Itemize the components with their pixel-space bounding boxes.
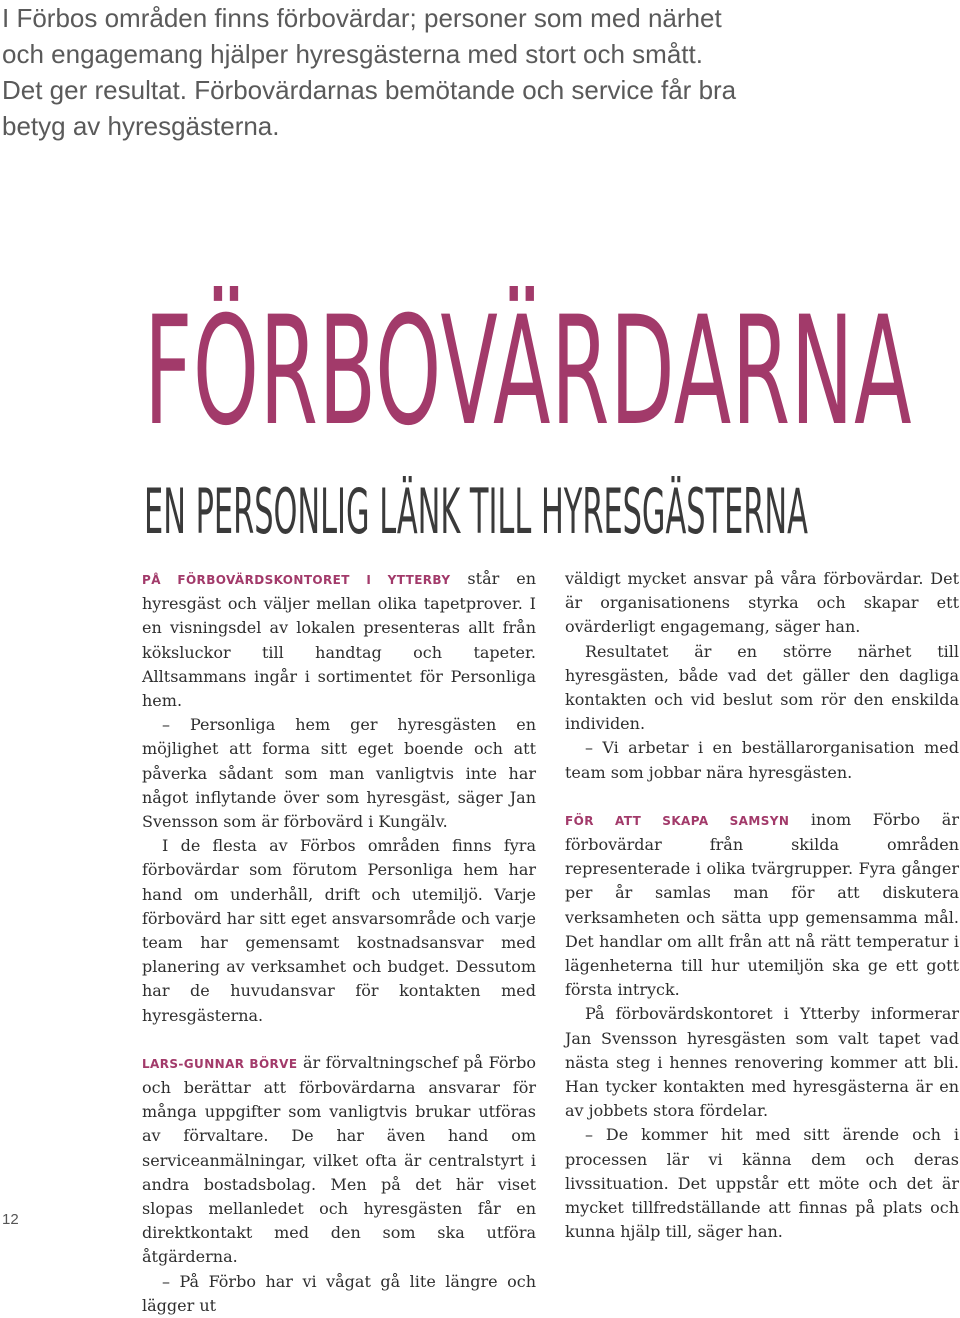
page-number: 12 (2, 1211, 19, 1228)
article-title: FÖRBOVÄRDARNA (144, 285, 913, 459)
article-column-left (142, 567, 536, 1318)
intro-line: Det ger resultat. Förbovärdarnas bemötande och service får bra (2, 75, 737, 105)
paragraph (142, 1051, 536, 1270)
intro-text (2, 0, 942, 144)
intro-line: och engagemang hjälper hyresgästerna med stort och smått. (2, 39, 703, 69)
paragraph (565, 808, 959, 1003)
paragraph-text: står en hyresgäst och väljer mellan olika tapetprover. I en visningsdel av lokalen presenteras allt från köksluckor till handtag och tapeter. Alltsammans ingår i sortimentet för Personliga hem. (142, 569, 537, 711)
section-kicker: LARS-GUNNAR BÖRVE (142, 1056, 298, 1071)
paragraph: – På Förbo har vi vågat gå lite längre och lägger ut (142, 1271, 536, 1315)
paragraph: I de flesta av Förbos områden finns fyra förbovärdar som förutom Personliga hem har hand om underhåll, drift och utemiljö. Varje förbovärd har sitt eget ansvarsområde och varje team har gemensamt kostnadsansvar med planering av verksamhet och budget. Dessutom har de huvudansvar för kontakten med hyresgästerna. (142, 836, 536, 1025)
paragraph-text: är förvaltningschef på Förbo och berättar att förbovärdarna ansvarar för många uppgifter som vanligtvis brukar utföras av förvaltare. De har även hand om serviceanmälningar, vilket ofta är centralstyrt i andra bostadsbolag. Men på det här viset slopas mellanledet och hyresgästen får en direktkontakt med den som ska utföra åtgärderna. (142, 1052, 536, 1267)
paragraph: På förbovärdskontoret i Ytterby informerar Jan Svensson hyresgästen som valt tapet vad nästa steg i hennes renovering kommer att bli. Han tycker kontakten med hyresgästerna är en av jobbets stora fördelar. (565, 1004, 959, 1121)
intro-line: I Förbos områden finns förbovärdar; personer som med närhet (2, 3, 722, 33)
section-kicker: FÖR ATT SKAPA SAMSYN (565, 813, 790, 828)
article-subtitle: EN PERSONLIG LÄNK TILL HYRESGÄSTERNA (144, 475, 808, 548)
paragraph: – Vi arbetar i en beställarorganisation med team som jobbar nära hyresgästen. (565, 738, 959, 782)
intro-line: betyg av hyresgästerna. (2, 111, 280, 141)
paragraph-text: inom Förbo är förbovärdar från skilda områden representerade i olika tvärgrupper. Fyra gånger per år samlas man för att diskutera verksamheten och sätta upp gemensamma mål. Det handlar om allt från att nå rätt temperatur i lägenheterna till hur utemiljön ska ge ett gott första intryck. (565, 809, 959, 1000)
paragraph: – De kommer hit med sitt ärende och i processen lär vi känna dem och deras livssituation. Det uppstår ett möte och det är mycket tillfredställande att finnas på plats och kunna hjälp till, säger han. (565, 1125, 959, 1242)
paragraph: – Personliga hem ger hyresgästen en möjlighet att forma sitt eget boende och att påverka sådant som man vanligtvis inte har något inflytande över som hyresgäst, säger Jan Svensson som är förbovärd i Kungälv. (142, 715, 536, 832)
paragraph (142, 567, 536, 713)
section-kicker: PÅ FÖRBOVÄRDSKONTORET I YTTERBY (142, 573, 451, 587)
article-column-right (565, 567, 959, 1244)
paragraph: väldigt mycket ansvar på våra förbovärdar. Det är organisationens styrka och skapar ett ovärderligt engagemang, säger han. (565, 569, 959, 637)
paragraph: Resultatet är en större närhet till hyresgästen, både vad det gäller den dagliga kontakten och vid beslut som rör den enskilda individen. (565, 641, 959, 734)
